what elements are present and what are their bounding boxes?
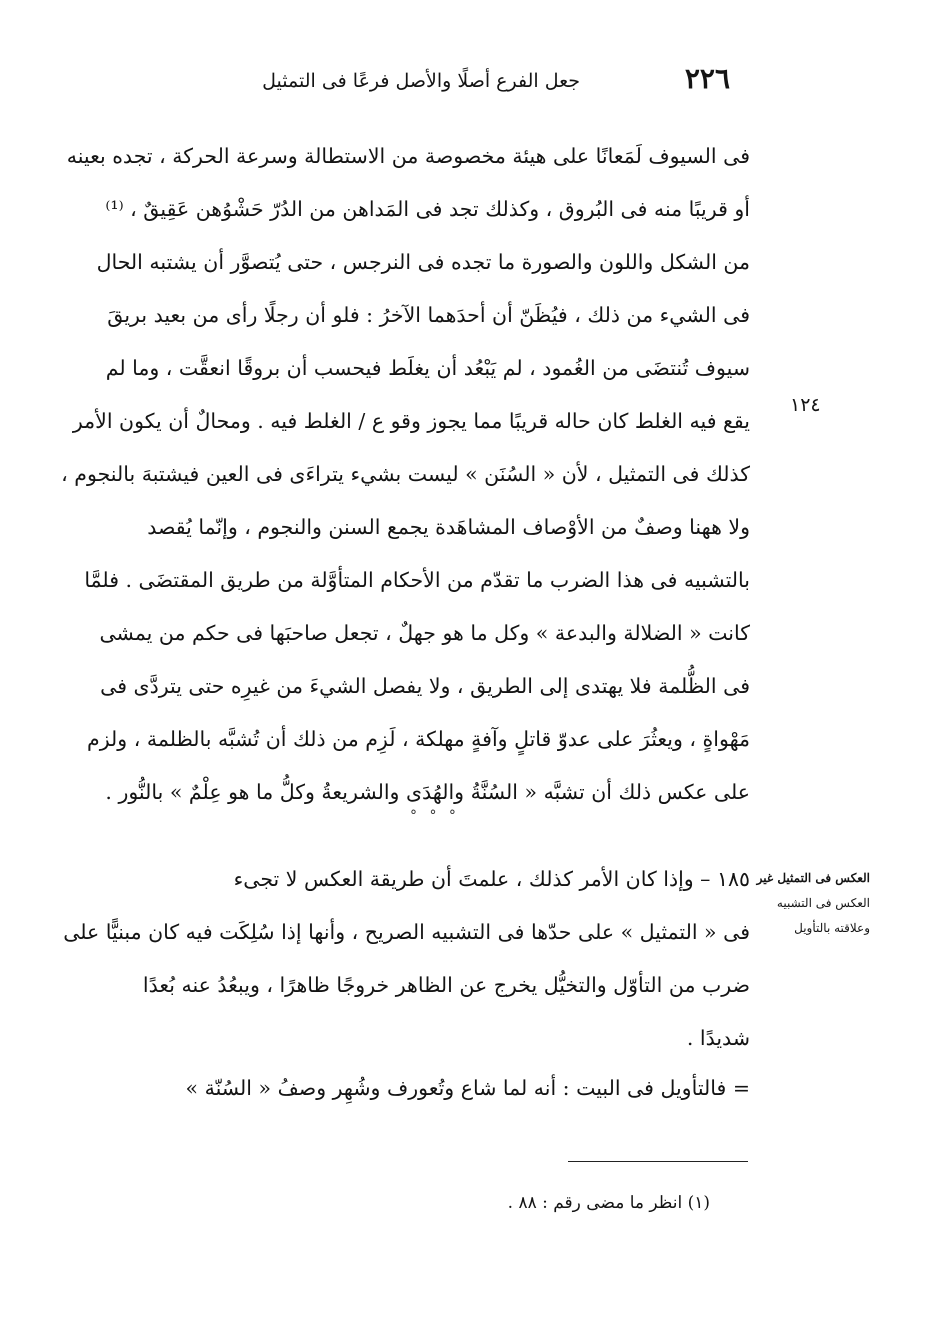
section-separator: ° ° ° bbox=[410, 808, 460, 824]
margin-reference-number: ١٢٤ bbox=[790, 394, 821, 416]
paragraph-1 bbox=[61, 130, 750, 819]
text-line: كانت « الضلالة والبدعة » وكل ما هو جهلٌ ، تجعل صاحبَها فى حكم من يمشى bbox=[99, 621, 750, 645]
side-note-line: وعلاقته بالتأويل bbox=[794, 921, 870, 935]
text-line: ولا ههنا وصفٌ من الأوْصاف المشاهَدة يجمع السنن والنجوم ، وإنّما يُقصد bbox=[147, 515, 750, 539]
text-line: بالتشبيه فى هذا الضرب ما تقدّم من الأحكام المتأوَّلة من طريق المقتضَى . فلمَّا bbox=[84, 568, 750, 592]
text-line: سيوف تُنتضَى من الغُمود ، لم يَبْعُد أن يغلَط فيحسب أن بروقًا انعقَّت ، وما لم bbox=[105, 356, 750, 380]
side-note-line: العكس فى التشبيه bbox=[776, 896, 870, 910]
text-line: ١٨٥ – وإذا كان الأمر كذلك ، علمتَ أن طريقة العكس لا تجىء bbox=[233, 867, 750, 891]
text-line: أو قريبًا منه فى البُروق ، وكذلك تجد فى المَداهن من الدُرّ حَشْوُهن عَقِيقٌ ، ⁽¹⁾ bbox=[105, 197, 750, 221]
text-line: = فالتأويل فى البيت : أنه لما شاع وتُعورف وشُهِر وصفُ « السُنّة » bbox=[185, 1076, 750, 1100]
text-line: فى « التمثيل » على حدّها فى التشبيه الصريح ، وأنها إذا سُلِكَت فيه كان مبنيًّا على bbox=[63, 920, 750, 944]
side-note-line: العكس فى التمثيل غير bbox=[756, 871, 870, 885]
paragraph-2 bbox=[63, 853, 750, 1065]
text-line: فى السيوف لَمَعانًا على هيئة مخصوصة من الاستطالة وسرعة الحركة ، تجده بعينه bbox=[66, 144, 750, 168]
text-line: من الشكل واللون والصورة ما تجده فى النرجس ، حتى يُتصوَّر أن يشتبه الحال bbox=[96, 250, 750, 274]
running-title: جعل الفرع أصلًا والأصل فرعًا فى التمثيل bbox=[262, 70, 580, 92]
text-line: شديدًا . bbox=[686, 1026, 750, 1050]
text-line: على عكس ذلك أن تشبَّه « السُنَّةُ والهُدَى والشريعةُ وكلُّ ما هو عِلْمٌ » بالنُّور . bbox=[105, 780, 750, 804]
text-line: مَهْواةٍ ، ويعثُرَ على عدوّ قاتلٍ وآفةٍ مهلكة ، لَزِم من ذلك أن تُشبَّه بالظلمة ، ولزم bbox=[87, 727, 750, 751]
side-note bbox=[756, 866, 870, 941]
text-line: يقع فيه الغلط كان حاله قريبًا مما يجوز وقو ع / الغلط فيه . ومحالٌ أن يكون الأمر bbox=[72, 409, 750, 433]
text-line: فى الشيء من ذلك ، فيُظَنّ أن أحدَهما الآخرُ : فلو أن رجلًا رأى من بعيد بريقَ bbox=[107, 303, 750, 327]
paragraph-3 bbox=[118, 1062, 750, 1115]
footnote-divider bbox=[568, 1161, 748, 1162]
text-line: كذلك فى التمثيل ، لأن « السُنَن » ليست بشيء يتراءَى فى العين فيشتبهَ بالنجوم ، bbox=[61, 462, 750, 486]
page-header bbox=[262, 62, 730, 102]
footnote: (١) انظر ما مضى رقم : ٨٨ . bbox=[507, 1193, 710, 1213]
page-number: ٢٢٦ bbox=[684, 62, 730, 95]
text-line: فى الظُّلمة فلا يهتدى إلى الطريق ، ولا يفصل الشيءَ من غيرِه حتى يتردَّى فى bbox=[100, 674, 750, 698]
text-line: ضرب من التأوّل والتخيُّل يخرج عن الظاهر خروجًا ظاهرًا ، ويبعُدُ عنه بُعدًا bbox=[142, 973, 750, 997]
